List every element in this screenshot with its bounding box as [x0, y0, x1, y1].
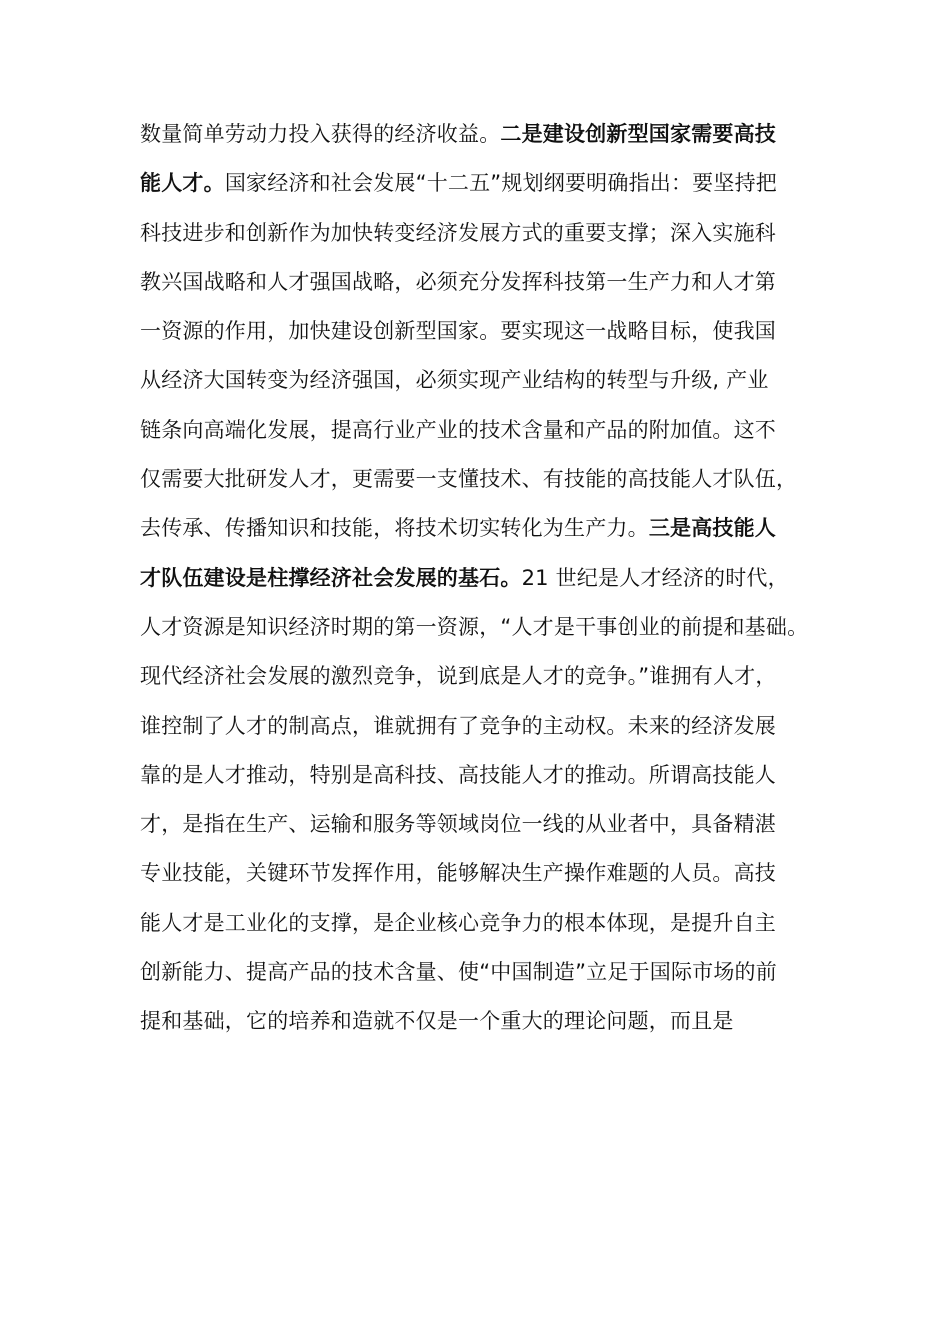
text-line	[140, 258, 820, 307]
text-line	[140, 702, 820, 751]
text-run-bold: 二是建设创新型国家需要高技	[500, 122, 777, 146]
text-run: 谁控制了人才的制高点，谁就拥有了竞争的主动权。未来的经济发展	[140, 713, 776, 738]
text-line	[140, 504, 820, 553]
text-run: 教兴国战略和人才强国战略，必须充分发挥科技第一生产力和人才第	[140, 269, 776, 294]
text-run: 能人才是工业化的支撑，是企业核心竞争力的根本体现，是提升自主	[140, 910, 776, 935]
text-run: 专业技能，关键环节发挥作用，能够解决生产操作难题的人员。高技	[140, 861, 776, 886]
text-run: 提和基础，它的培养和造就不仅是一个重大的理论问题，而且是	[140, 1009, 734, 1034]
text-line	[140, 652, 820, 701]
text-run-bold: 才队伍建设是柱撑经济社会发展的基石。	[140, 565, 522, 590]
text-line	[140, 307, 820, 356]
text-line	[140, 603, 820, 652]
text-line	[140, 356, 820, 405]
text-run: 科技进步和创新作为加快转变经济发展方式的重要支撑；深入实施科	[140, 220, 776, 245]
text-run: 人才资源是知识经济时期的第一资源，“人才是干事创业的前提和基础。	[140, 614, 809, 639]
text-run: 国家经济和社会发展“十二五”规划纲要明确指出：要坚持把	[224, 171, 777, 196]
text-run: 一资源的作用，加快建设创新型国家。要实现这一战略目标，使我国	[140, 319, 776, 344]
text-line	[140, 209, 820, 258]
text-run: 链条向高端化发展，提高行业产业的技术含量和产品的附加值。这不	[140, 417, 776, 442]
body-text	[140, 110, 820, 1047]
text-run-bold: 三是高技能人	[648, 516, 777, 541]
text-run: 去传承、传播知识和技能，将技术切实转化为生产力。	[140, 516, 649, 541]
text-line	[140, 159, 820, 208]
text-run: 现代经济社会发展的激烈竞争，说到底是人才的竞争。”谁拥有人才，	[140, 664, 777, 689]
text-line	[140, 751, 820, 800]
text-line	[140, 997, 820, 1046]
text-line	[140, 899, 820, 948]
text-run: 21 世纪是人才经济的时代，	[521, 565, 789, 590]
text-line	[140, 554, 820, 603]
text-run: 才，是指在生产、运输和服务等领域岗位一线的从业者中，具备精湛	[140, 812, 776, 837]
text-line	[140, 800, 820, 849]
text-line	[140, 849, 820, 898]
text-run: 从经济大国转变为经济强国，必须实现产业结构的转型与升级, 产业	[140, 368, 769, 393]
text-line	[140, 406, 820, 455]
text-run-bold: 能人才。	[140, 171, 225, 196]
text-run: 创新能力、提高产品的技术含量、使“中国制造”立足于国际市场的前	[140, 960, 777, 985]
text-line	[140, 455, 820, 504]
text-run: 数量简单劳动力投入获得的经济收益。	[140, 122, 501, 146]
text-line	[140, 948, 820, 997]
text-line	[140, 110, 820, 159]
text-run: 靠的是人才推动，特别是高科技、高技能人才的推动。所谓高技能人	[140, 762, 776, 787]
text-run: 仅需要大批研发人才，更需要一支懂技术、有技能的高技能人才队伍，	[140, 467, 798, 492]
